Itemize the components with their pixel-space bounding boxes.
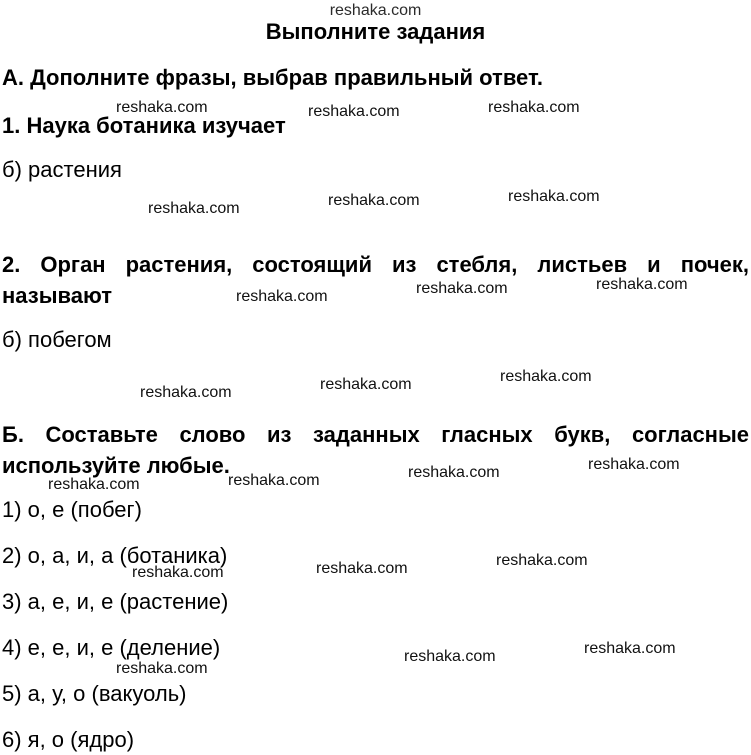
watermark: reshaka.com (116, 99, 208, 116)
site-header: reshaka.com (329, 2, 422, 19)
list-item: 3) а, е, и, е (растение) (2, 589, 229, 614)
watermark: reshaka.com (48, 476, 140, 493)
watermark: reshaka.com (116, 660, 208, 677)
watermark: reshaka.com (596, 276, 688, 293)
watermark: reshaka.com (408, 464, 500, 481)
list-item: 4) е, е, и, е (деление) (2, 635, 221, 660)
watermark: reshaka.com (228, 472, 320, 489)
watermark: reshaka.com (308, 103, 400, 120)
watermark: reshaka.com (328, 192, 420, 209)
watermark: reshaka.com (488, 99, 580, 116)
page-title: Выполните задания (265, 19, 486, 44)
watermark: reshaka.com (500, 368, 592, 385)
watermark: reshaka.com (236, 288, 328, 305)
watermark: reshaka.com (416, 280, 508, 297)
watermark: reshaka.com (588, 456, 680, 473)
section-b-heading: Б. Составьте слово из заданных гласных букв, согласные используйте любые. (2, 422, 749, 478)
answer-2: б) побегом (2, 327, 112, 352)
question-2: 2. Орган растения, состоящий из стебля, листьев и почек, называют (2, 252, 749, 308)
watermark: reshaka.com (316, 560, 408, 577)
section-a-heading: А. Дополните фразы, выбрав правильный ответ. (2, 65, 543, 90)
list-item: 5) а, у, о (вакуоль) (2, 681, 187, 706)
answer-1: б) растения (2, 157, 122, 182)
watermark: reshaka.com (148, 200, 240, 217)
watermark: reshaka.com (584, 640, 676, 657)
watermark: reshaka.com (132, 564, 224, 581)
watermark: reshaka.com (508, 188, 600, 205)
question-1: 1. Наука ботаника изучает (2, 113, 286, 138)
list-item: 6) я, о (ядро) (2, 727, 135, 752)
list-item: 1) о, е (побег) (2, 497, 142, 522)
watermark: reshaka.com (496, 552, 588, 569)
watermark: reshaka.com (320, 376, 412, 393)
watermark: reshaka.com (404, 648, 496, 665)
list-item: 2) о, а, и, а (ботаника) (2, 543, 228, 568)
watermark: reshaka.com (140, 384, 232, 401)
